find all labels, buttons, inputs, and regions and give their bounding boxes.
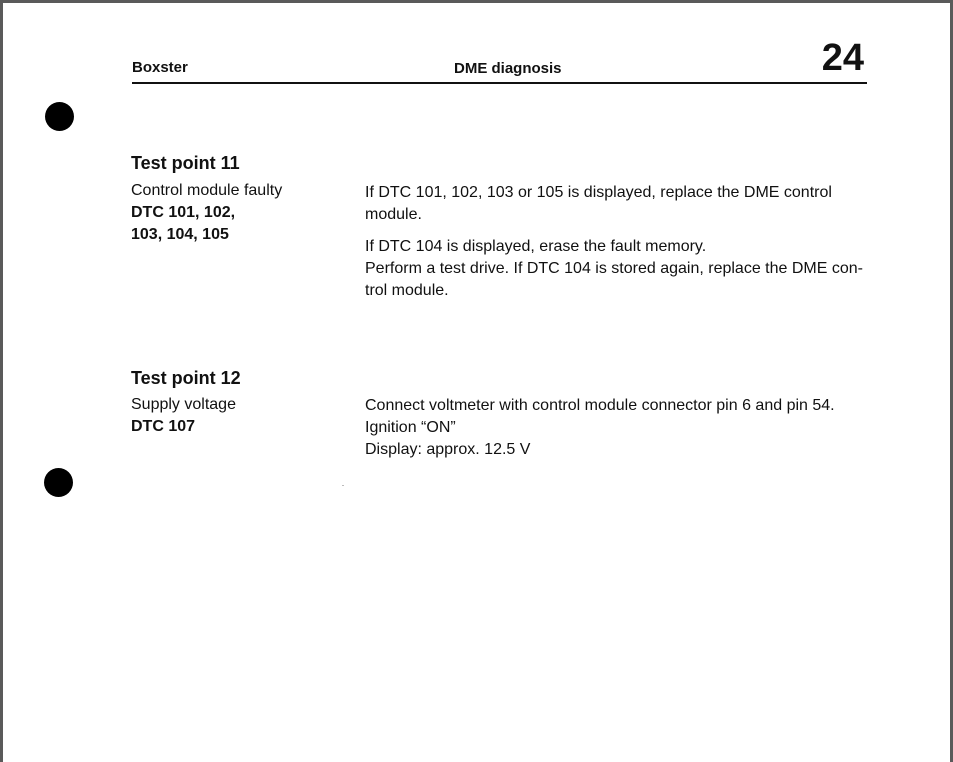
test-point-11-left-column bbox=[131, 180, 282, 246]
punch-hole-bottom bbox=[44, 468, 73, 497]
instruction-line: Display: approx. 12.5 V bbox=[365, 441, 531, 458]
test-point-12-instructions bbox=[365, 395, 855, 461]
test-point-12-paragraph-1 bbox=[365, 395, 855, 461]
scan-speck bbox=[342, 485, 344, 486]
instruction-line: trol module. bbox=[365, 282, 449, 299]
instruction-line: module. bbox=[365, 206, 422, 223]
test-point-11-description: Control module faulty bbox=[131, 182, 283, 199]
test-point-11-paragraph-1 bbox=[365, 182, 855, 226]
instruction-line: Connect voltmeter with control module connector pin 6 and pin 54. bbox=[365, 397, 835, 414]
test-point-11-instructions bbox=[365, 182, 863, 302]
test-point-12-description: Supply voltage bbox=[131, 396, 236, 413]
test-point-11-dtc-line-2: 103, 104, 105 bbox=[131, 226, 229, 243]
instruction-line: Ignition “ON” bbox=[365, 419, 456, 436]
header-section-title: DME diagnosis bbox=[454, 60, 562, 77]
test-point-11-dtc-line-1: DTC 101, 102, bbox=[131, 204, 236, 221]
test-point-12-left-column bbox=[131, 394, 236, 438]
test-point-12-dtc-line-1: DTC 107 bbox=[131, 418, 196, 435]
header-rule bbox=[132, 82, 867, 84]
instruction-line: If DTC 104 is displayed, erase the fault memory. bbox=[365, 238, 707, 255]
header-model: Boxster bbox=[132, 59, 188, 76]
test-point-11-paragraph-2 bbox=[365, 236, 863, 302]
test-point-12-title: Test point 12 bbox=[131, 368, 241, 388]
instruction-line: Perform a test drive. If DTC 104 is stored again, replace the DME con- bbox=[365, 260, 863, 277]
header-page-group-number: 24 bbox=[821, 37, 864, 79]
test-point-11-title: Test point 11 bbox=[131, 153, 240, 173]
instruction-line: If DTC 101, 102, 103 or 105 is displayed, replace the DME control bbox=[365, 184, 832, 201]
punch-hole-top bbox=[45, 102, 74, 131]
